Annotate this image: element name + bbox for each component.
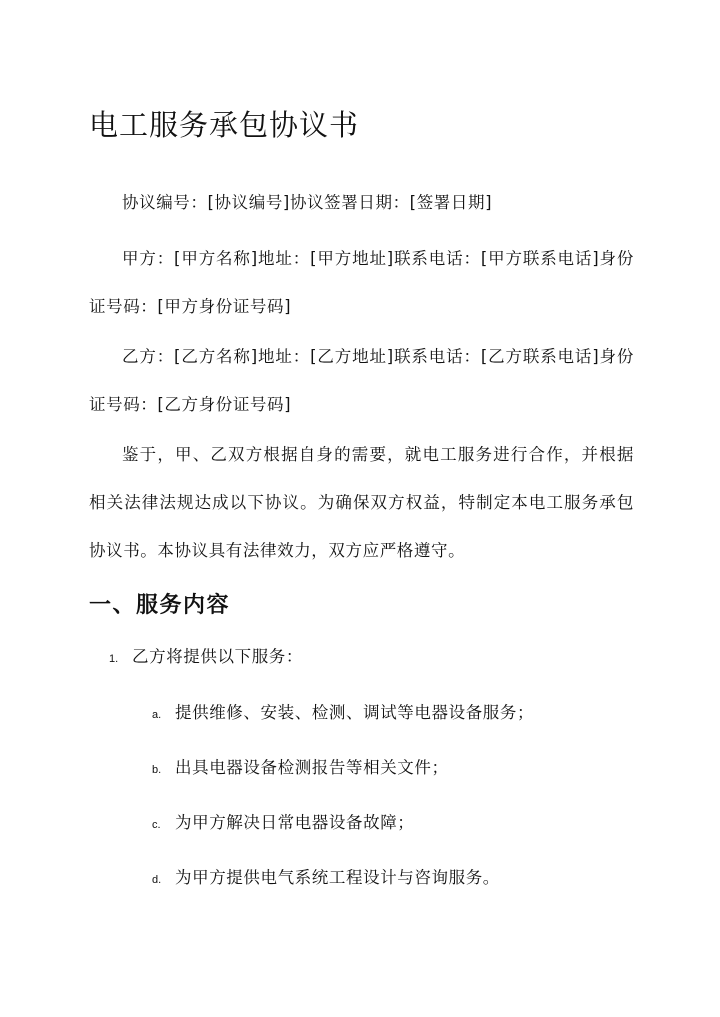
list-item bbox=[109, 643, 303, 667]
list-marker: c. bbox=[152, 819, 161, 831]
list-item bbox=[152, 699, 534, 723]
list-marker: 1. bbox=[109, 653, 119, 665]
document-title: 电工服务承包协议书 bbox=[89, 108, 360, 143]
list-item-text: 为甲方提供电气系统工程设计与咨询服务。 bbox=[175, 868, 500, 887]
list-item-text: 出具电器设备检测报告等相关文件； bbox=[175, 758, 449, 777]
list-marker: b. bbox=[152, 764, 162, 776]
list-item bbox=[152, 754, 449, 778]
list-item-text: 为甲方解决日常电器设备故障； bbox=[175, 813, 415, 832]
agreement-number-paragraph: 协议编号：[协议编号]协议签署日期：[签署日期] bbox=[122, 192, 493, 212]
party-b-paragraph: 乙方：[乙方名称]地址：[乙方地址]联系电话：[乙方联系电话]身份证号码：[乙方身份证号码] bbox=[89, 346, 634, 414]
list-item bbox=[152, 809, 414, 833]
list-item-text: 提供维修、安装、检测、调试等电器设备服务； bbox=[175, 703, 535, 722]
list-item-text: 乙方将提供以下服务： bbox=[132, 647, 303, 666]
list-marker: a. bbox=[152, 709, 162, 721]
list-item bbox=[152, 864, 500, 888]
preamble-paragraph: 鉴于，甲、乙双方根据自身的需要，就电工服务进行合作，并根据相关法律法规达成以下协议。为确保双方权益，特制定本电工服务承包协议书。本协议具有法律效力，双方应严格遵守。 bbox=[89, 444, 634, 560]
section-heading-service-content: 一、服务内容 bbox=[89, 592, 231, 619]
party-a-paragraph: 甲方：[甲方名称]地址：[甲方地址]联系电话：[甲方联系电话]身份证号码：[甲方身份证号码] bbox=[89, 248, 634, 316]
list-marker: d. bbox=[152, 874, 162, 886]
